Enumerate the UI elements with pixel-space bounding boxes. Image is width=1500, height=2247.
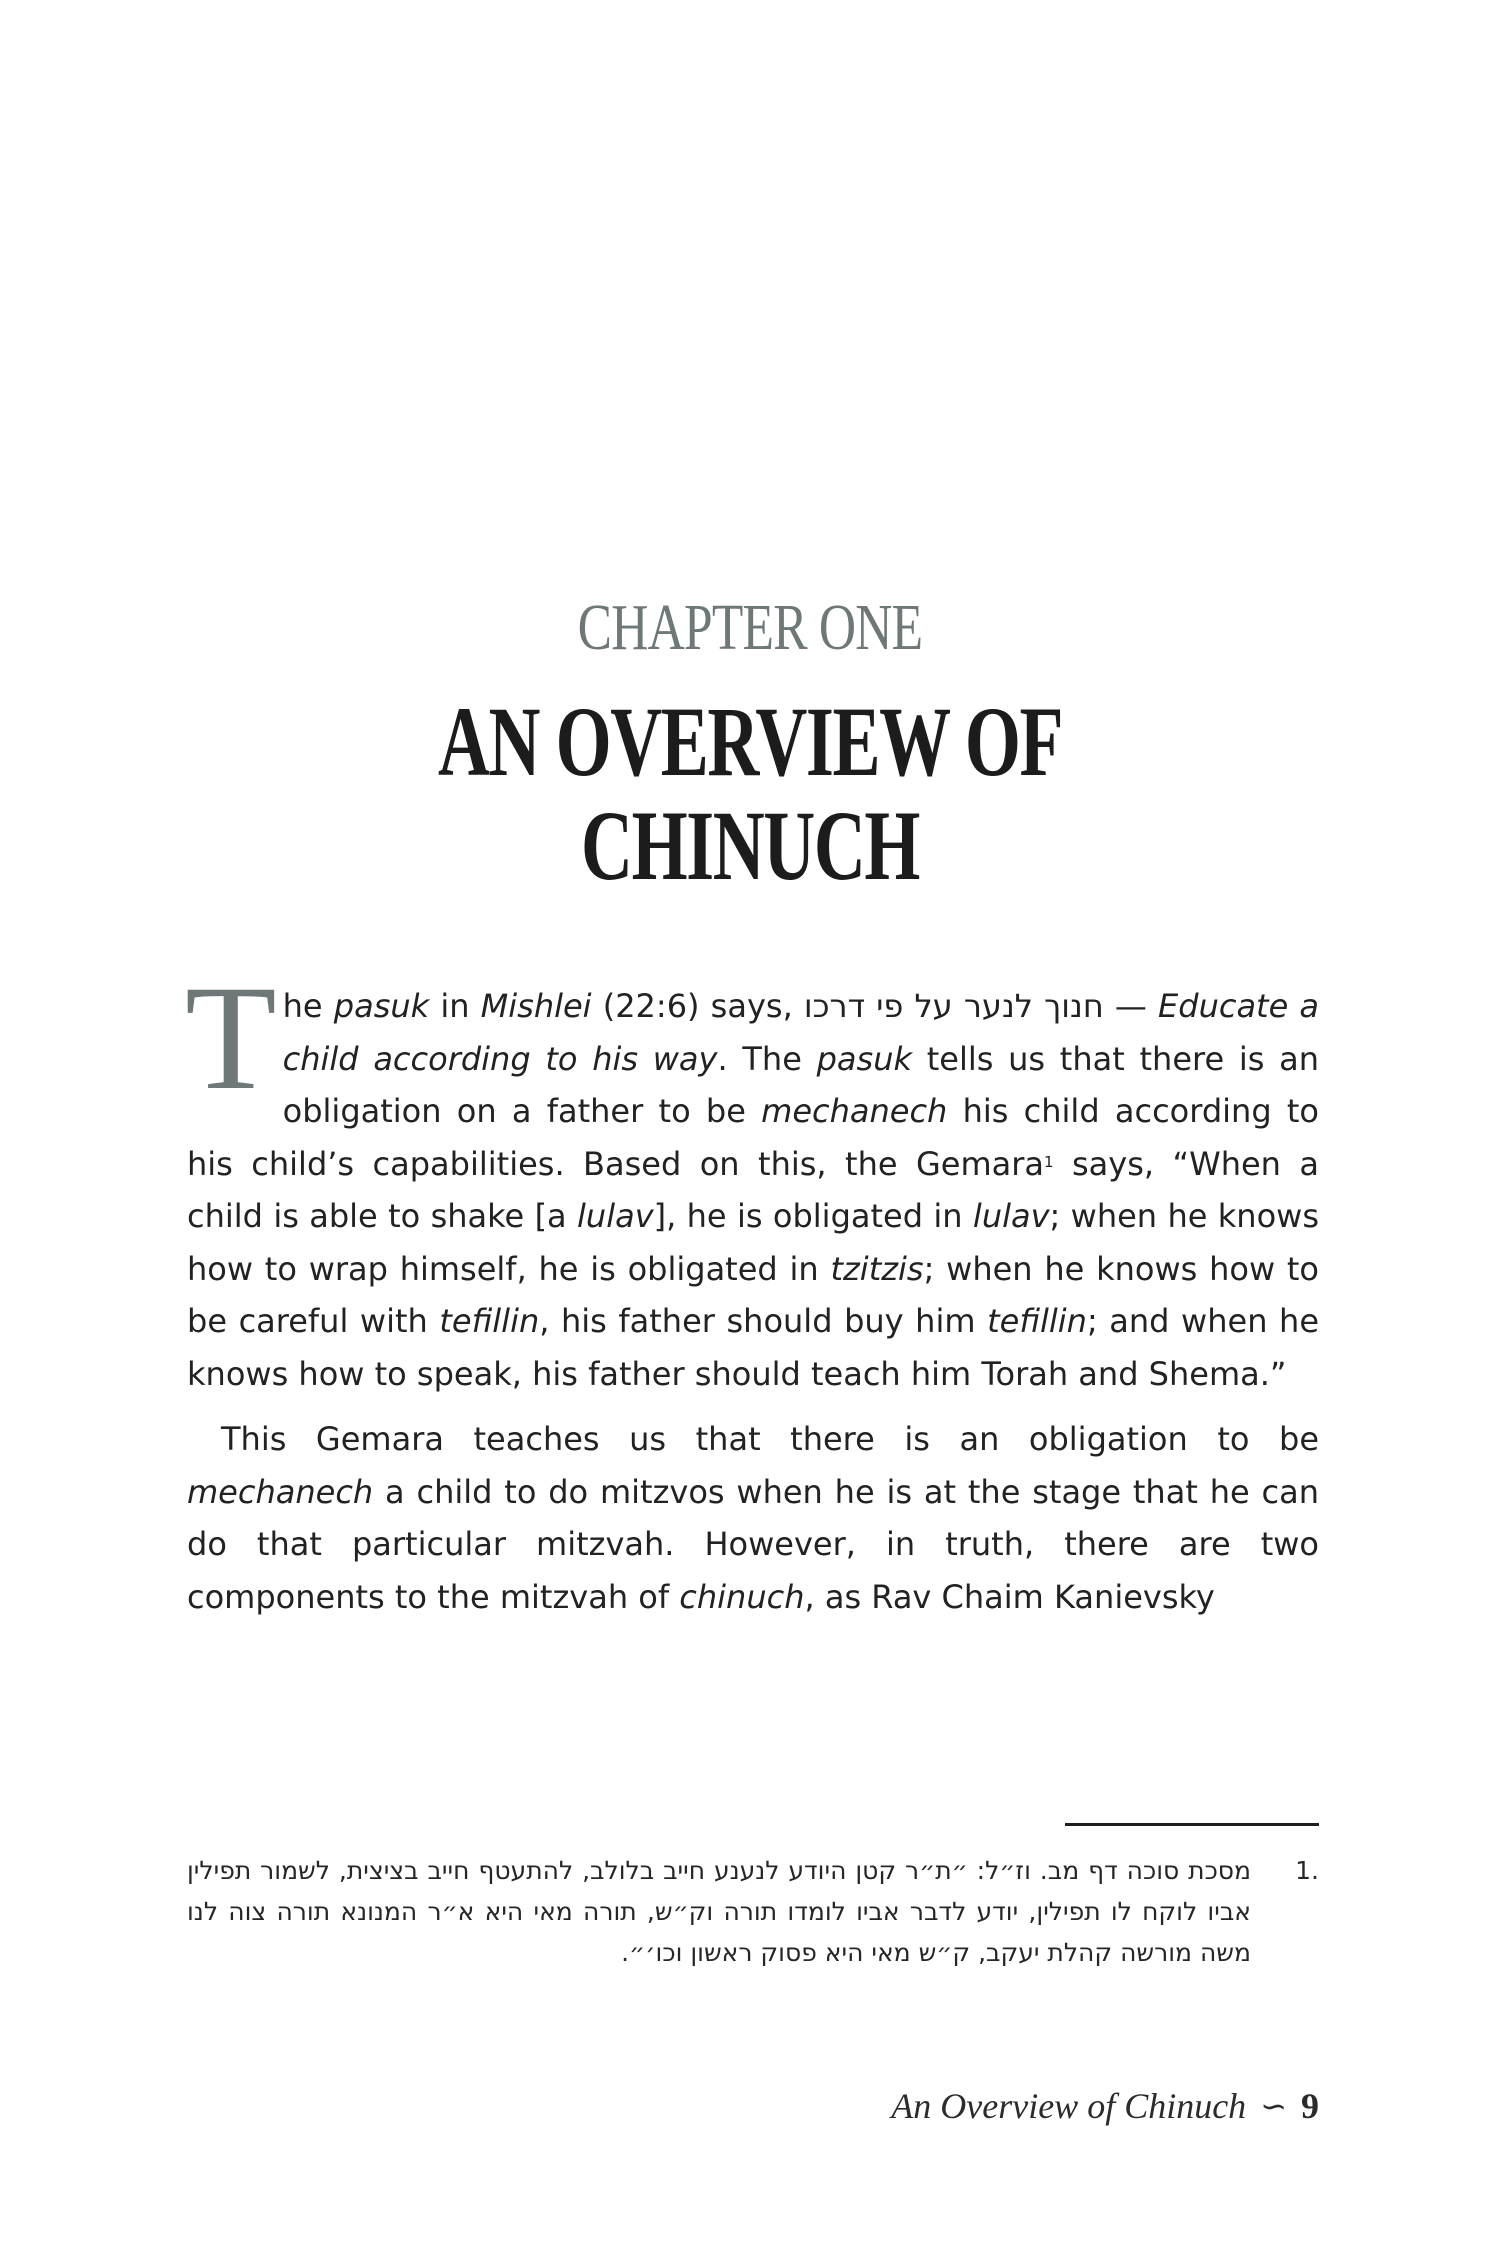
running-title: An Overview of Chinuch bbox=[891, 2086, 1247, 2126]
text-segment: . The bbox=[717, 1039, 817, 1078]
italic-term: pasuk bbox=[333, 987, 430, 1025]
paragraph-1 bbox=[185, 955, 1320, 1400]
italic-term: lulav bbox=[577, 1197, 654, 1235]
text-segment: his child according to his child’s capabilities. Based on this, the Gemara bbox=[187, 1092, 1320, 1183]
footnote bbox=[187, 1850, 1319, 1973]
text-segment: ; when he knows how to wrap himself, he is obligated in bbox=[187, 1197, 1320, 1288]
footnote-text: מסכת סוכה דף מב. וז״ל: ״ת״ר קטן היודע לנענע חייב בלולב, להתעטף חייב בציצית, לשמור תפילין אביו לוקח לו תפילין, יודע לדבר אביו לומדו תורה וק״ש, תורה מאי היא א״ר המנונא תורה צוה לנו משה מורשה קהלת יעקב, ק״ש מאי היא פסוק ראשון וכו׳״. bbox=[187, 1856, 1251, 1967]
text-segment: , as Rav Chaim Kanievsky bbox=[804, 1577, 1215, 1616]
hebrew-quote: חנוך לנער על פי דרכו bbox=[803, 987, 1104, 1025]
chapter-title-line-2: CHINUCH bbox=[581, 790, 919, 901]
text-segment: ], he is obligated in bbox=[653, 1197, 973, 1235]
italic-term: lulav bbox=[972, 1197, 1050, 1235]
text-segment: — bbox=[1103, 987, 1159, 1025]
page-number: 9 bbox=[1301, 2086, 1319, 2126]
text-segment: ; and when he knows how to speak, his father should teach him Torah and Shema.” bbox=[187, 1302, 1320, 1393]
text-segment: This Gemara teaches us that there is an obligation to be bbox=[221, 1420, 1319, 1458]
chapter-label: CHAPTER ONE bbox=[577, 591, 923, 664]
italic-term: pasuk bbox=[816, 1039, 913, 1078]
italic-term: tzitzis bbox=[830, 1249, 924, 1288]
footnote-divider bbox=[1065, 1823, 1319, 1826]
text-segment: says, “When a child is able to shake [a bbox=[187, 1144, 1319, 1235]
italic-term: mechanech bbox=[761, 1092, 948, 1130]
paragraph-2 bbox=[187, 1413, 1319, 1623]
italic-term: tefillin bbox=[987, 1302, 1087, 1340]
drop-cap: T bbox=[185, 955, 277, 1121]
ornament-icon: ∽ bbox=[1260, 2088, 1287, 2124]
running-footer bbox=[891, 2085, 1319, 2127]
italic-term: tefillin bbox=[439, 1302, 540, 1340]
text-segment: a child to do mitzvos when he is at the stage that he can do that particular mitzvah. However, in truth, there are two components to the mitzvah of bbox=[187, 1472, 1319, 1616]
text-segment: in bbox=[429, 987, 481, 1025]
footnote-number: 1. bbox=[1295, 1856, 1319, 1885]
text-segment: , his father should buy him bbox=[539, 1302, 988, 1340]
footnote-reference[interactable]: 1 bbox=[1044, 1152, 1054, 1171]
text-segment: tells us that there is an obligation on a father to be bbox=[282, 1039, 1320, 1130]
chapter-title-line-1: AN OVERVIEW OF bbox=[437, 686, 1063, 797]
text-segment: ; when he knows how to be careful with bbox=[187, 1249, 1320, 1340]
chapter-title bbox=[210, 686, 1290, 901]
italic-term: Mishlei bbox=[480, 987, 592, 1025]
text-segment: he bbox=[282, 987, 334, 1025]
italic-translation: Educate a child according to his way bbox=[282, 987, 1320, 1078]
text-segment: (22:6) says, bbox=[591, 987, 804, 1025]
italic-term: mechanech bbox=[187, 1472, 374, 1511]
body-text bbox=[185, 955, 1320, 1623]
italic-term: chinuch bbox=[679, 1577, 805, 1616]
